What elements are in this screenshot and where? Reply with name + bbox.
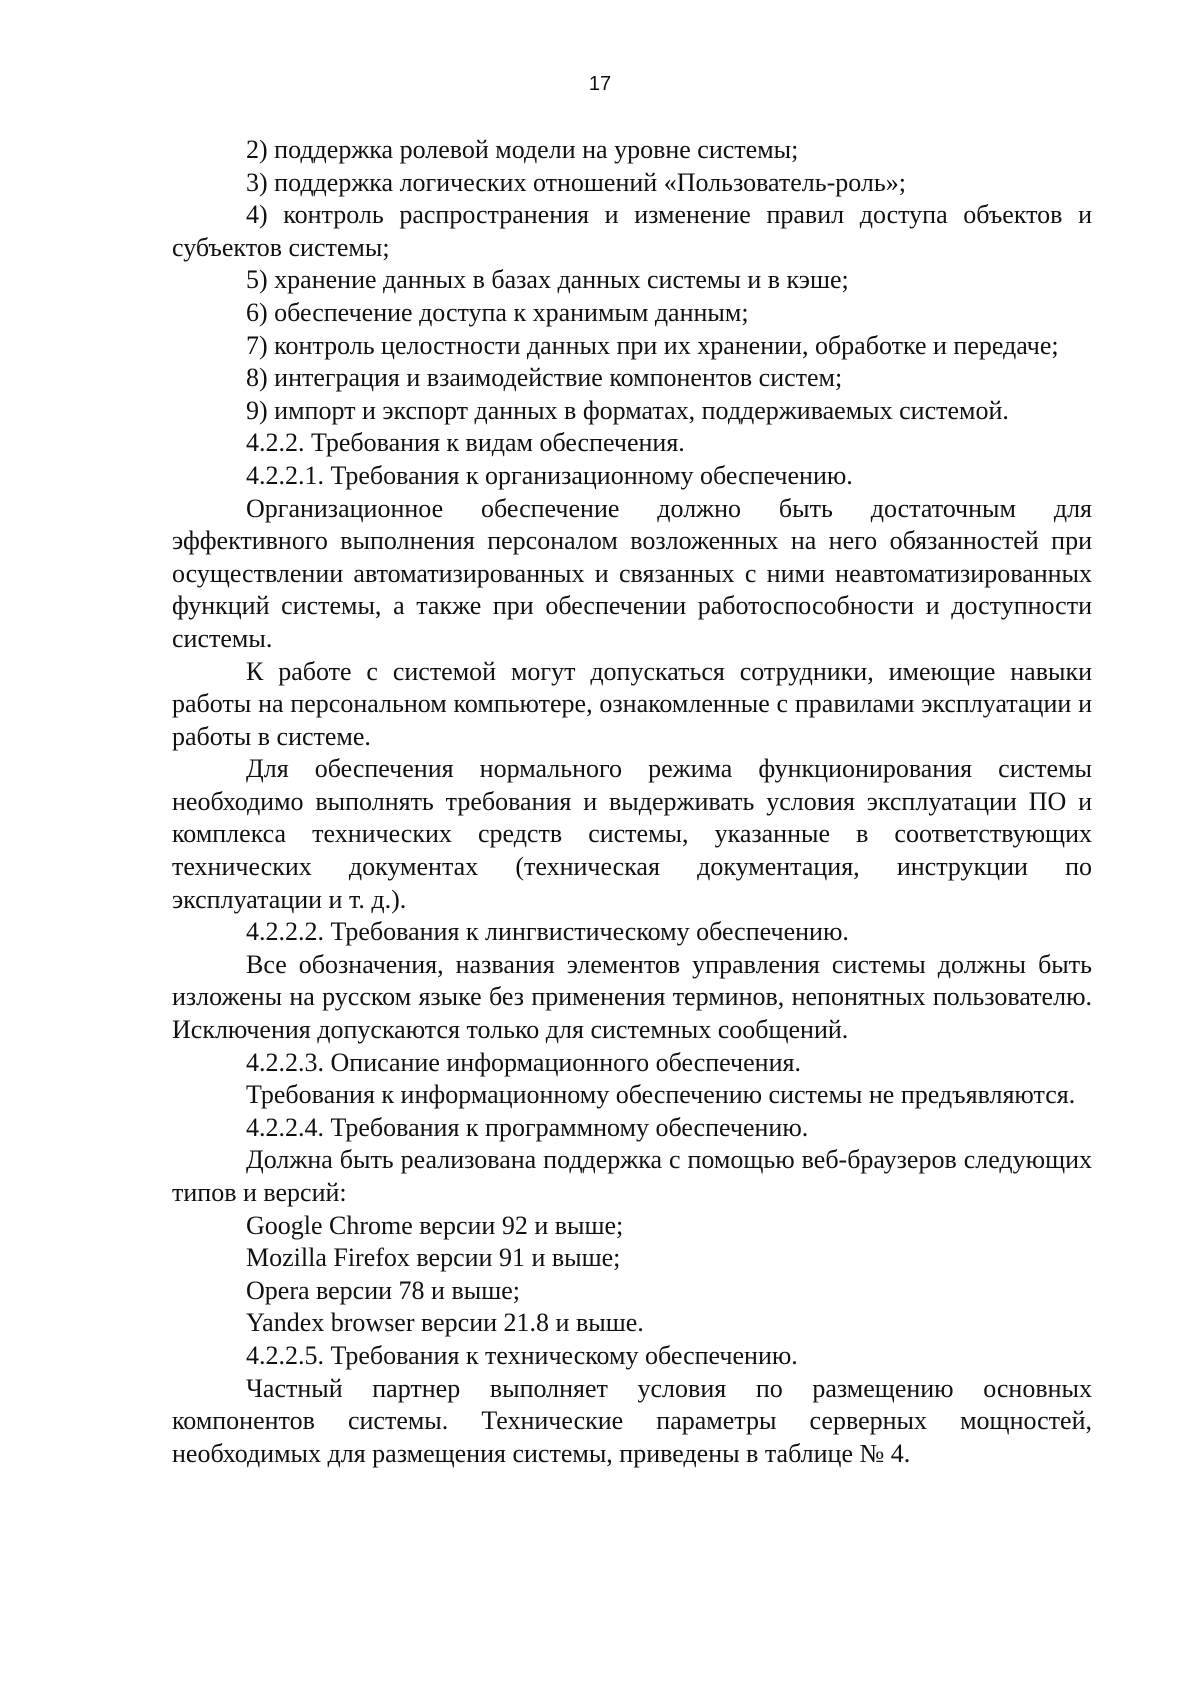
list-item-data-integrity: 7) контроль целостности данных при их хранении, обработке и передаче; [246, 330, 1059, 360]
list-item-integration: 8) интеграция и взаимодействие компонентов систем; [246, 363, 843, 393]
paragraph-organizational: Организационное обеспечение должно быть достаточным для эффективного выполнения персоналом возложенных на него обязанностей при осуществлении автоматизированных и связанных с ними неавтоматизированных функций системы, а также при обеспечении работоспособности и доступности системы. [172, 493, 1092, 653]
document-body [172, 134, 1092, 1470]
browser-item-firefox: Mozilla Firefox версии 91 и выше; [246, 1243, 621, 1273]
browser-item-opera: Opera версии 78 и выше; [246, 1275, 520, 1305]
browser-item-chrome: Google Chrome версии 92 и выше; [246, 1210, 624, 1240]
list-item-data-storage: 5) хранение данных в базах данных системы и в кэше; [246, 265, 849, 295]
section-heading-4-2-2-5: 4.2.2.5. Требования к техническому обеспечению. [246, 1340, 798, 1370]
list-item-data-access: 6) обеспечение доступа к хранимым данным; [246, 297, 749, 327]
section-heading-4-2-2-4: 4.2.2.4. Требования к программному обеспечению. [246, 1112, 809, 1142]
paragraph-technical: Частный партнер выполняет условия по размещению основных компонентов системы. Технические параметры серверных мощностей, необходимых для размещения системы, приведены в таблице № 4. [172, 1373, 1092, 1468]
page-number: 17 [588, 73, 612, 95]
paragraph-linguistic: Все обозначения, названия элементов управления системы должны быть изложены на русском языке без применения терминов, непонятных пользователю. Исключения допускаются только для системных сообщений. [172, 949, 1092, 1045]
list-item-role-model: 2) поддержка ролевой модели на уровне системы; [246, 135, 799, 164]
browser-item-yandex: Yandex browser версии 21.8 и выше. [246, 1308, 644, 1338]
section-heading-4-2-2-1: 4.2.2.1. Требования к организационному обеспечению. [246, 460, 853, 490]
paragraph-informational: Требования к информационному обеспечению системы не предъявляются. [246, 1080, 1076, 1110]
paragraph-staff-admission: К работе с системой могут допускаться сотрудники, имеющие навыки работы на персональном компьютере, ознакомленные с правилами эксплуатации и работы в системе. [172, 656, 1092, 751]
paragraph-browser-support: Должна быть реализована поддержка с помощью веб-браузеров следующих типов и версий: [172, 1145, 1092, 1207]
paragraph-normal-operation: Для обеспечения нормального режима функционирования системы необходимо выполнять требования и выдерживать условия эксплуатации ПО и комплекса технических средств системы, указанные в соответствующих технических документах (техническая документация, инструкции по эксплуатации и т. д.). [172, 754, 1092, 914]
section-heading-4-2-2: 4.2.2. Требования к видам обеспечения. [246, 428, 685, 458]
list-item-import-export: 9) импорт и экспорт данных в форматах, поддерживаемых системой. [246, 395, 1009, 425]
list-item-user-role-relations: 3) поддержка логических отношений «Пользователь-роль»; [246, 167, 906, 197]
list-item-access-control: 4) контроль распространения и изменение правил доступа объектов и субъектов системы; [172, 200, 1092, 262]
section-heading-4-2-2-2: 4.2.2.2. Требования к лингвистическому обеспечению. [246, 917, 849, 947]
section-heading-4-2-2-3: 4.2.2.3. Описание информационного обеспечения. [246, 1047, 801, 1077]
